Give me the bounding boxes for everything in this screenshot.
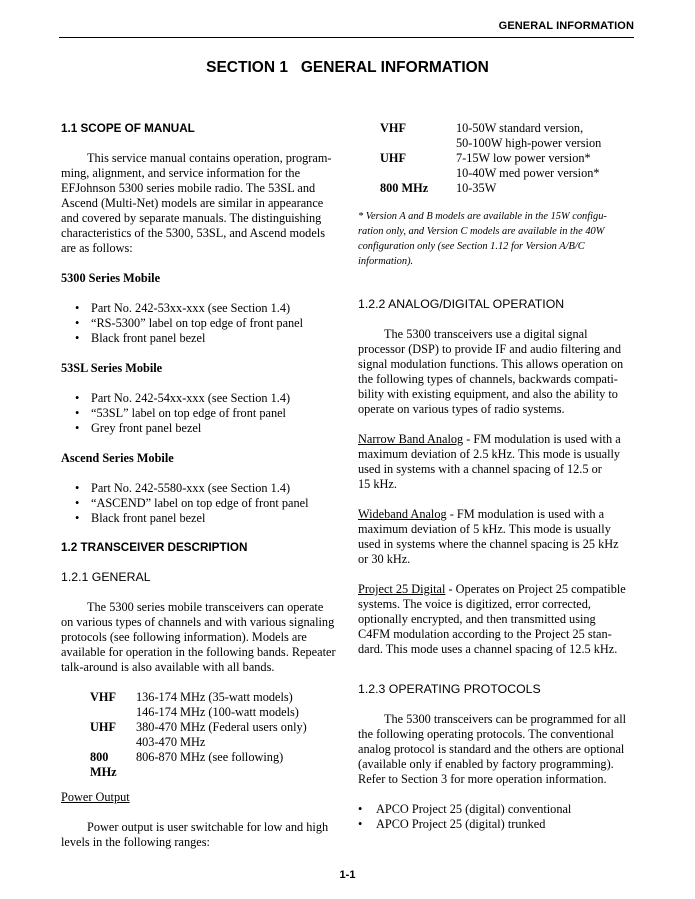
protocols-paragraph: The 5300 transceivers can be programmed for all the following operating protocols. The conventional analog protocol is standard and the others are optional (available only if enabled by factory programming). Refer to Section 3 for more operation information. bbox=[358, 712, 627, 786]
power-paragraph: Power output is user switchable for low and high levels in the following ranges: bbox=[61, 820, 329, 849]
table-row: UHF 7-15W low power version* bbox=[380, 151, 591, 165]
bullet-icon: • bbox=[75, 331, 80, 345]
running-header: GENERAL INFORMATION bbox=[498, 20, 634, 32]
general-paragraph: The 5300 series mobile transceivers can operate on various types of channels and with various signaling protocols (see following information). Models are available for operation in the following bands. Repeater talk-around is also available with all bands. bbox=[61, 600, 336, 674]
right-column bbox=[358, 121, 635, 832]
bullet-icon: • bbox=[75, 511, 80, 525]
analog-digital-paragraph: The 5300 transceivers use a digital signal processor (DSP) to provide IF and audio filtering and signal modulation functions. This allows operation on the following types of channels, backwards compati- bility with existing equipment, and also the ability to operate on various types of radio systems. bbox=[358, 327, 624, 416]
list-item: • Part No. 242-53xx-xxx (see Section 1.4) bbox=[75, 301, 291, 315]
table-row: VHF 10-50W standard version, bbox=[380, 121, 584, 135]
section-title: SECTION 1 GENERAL INFORMATION bbox=[206, 59, 489, 76]
list-item: • Part No. 242-5580-xxx (see Section 1.4) bbox=[75, 481, 291, 495]
group-title-53sl: 53SL Series Mobile bbox=[61, 361, 163, 375]
table-row: 50-100W high-power version bbox=[456, 136, 602, 150]
bullet-icon: • bbox=[75, 406, 80, 420]
header-rule bbox=[59, 37, 634, 38]
list-item: • “RS-5300” label on top edge of front panel bbox=[75, 316, 304, 330]
group-title-5300: 5300 Series Mobile bbox=[61, 271, 161, 285]
bullet-icon: • bbox=[358, 817, 363, 831]
table-row: UHF 380-470 MHz (Federal users only) bbox=[90, 720, 307, 734]
bullet-icon: • bbox=[75, 481, 80, 495]
heading-1-2-3: 1.2.3 OPERATING PROTOCOLS bbox=[358, 682, 541, 696]
heading-1-1: 1.1 SCOPE OF MANUAL bbox=[61, 122, 195, 135]
bullet-icon: • bbox=[75, 421, 80, 435]
list-item: • “53SL” label on top edge of front panel bbox=[75, 406, 286, 420]
table-row: VHF 136-174 MHz (35-watt models) bbox=[90, 690, 293, 704]
band-table bbox=[61, 690, 342, 780]
bullet-icon: • bbox=[75, 301, 80, 315]
heading-1-2-2: 1.2.2 ANALOG/DIGITAL OPERATION bbox=[358, 297, 565, 311]
table-row: 403-470 MHz bbox=[136, 735, 206, 749]
version-footnote: * Version A and B models are available in the 15W configu- ration only, and Version C models are available in the 40W configuration only (see Section 1.12 for Version A/B/C information). bbox=[358, 211, 607, 267]
wideband-paragraph: Wideband Analog - FM modulation is used with a maximum deviation of 5 kHz. This mode is usually used in systems where the channel spacing is 25 kHz or 30 kHz. bbox=[358, 507, 619, 566]
heading-1-2-1: 1.2.1 GENERAL bbox=[61, 570, 151, 584]
table-row: 800 MHz 806-870 MHz (see following) bbox=[90, 750, 284, 779]
list-item: • Grey front panel bezel bbox=[75, 421, 202, 435]
list-item: • Black front panel bezel bbox=[75, 331, 206, 345]
power-levels-table bbox=[358, 121, 635, 196]
narrow-band-paragraph: Narrow Band Analog - FM modulation is used with a maximum deviation of 2.5 kHz. This mode is usually used in systems with a channel spacing of 12.5 or 15 kHz. bbox=[358, 432, 621, 491]
list-item: • APCO Project 25 (digital) conventional bbox=[358, 802, 572, 816]
list-item: • Part No. 242-54xx-xxx (see Section 1.4) bbox=[75, 391, 291, 405]
table-row: 800 MHz 10-35W bbox=[380, 181, 497, 195]
table-row: 146-174 MHz (100-watt models) bbox=[136, 705, 299, 719]
list-item: • “ASCEND” label on top edge of front panel bbox=[75, 496, 309, 510]
project25-paragraph: Project 25 Digital - Operates on Project 25 compatible systems. The voice is digitized, error corrected, optionally encrypted, and then transmitted using C4FM modulation according to the Project 25 stan- dard. This mode uses a channel spacing of 12.5 kHz. bbox=[358, 582, 626, 656]
heading-1-2: 1.2 TRANSCEIVER DESCRIPTION bbox=[61, 541, 248, 554]
bullet-icon: • bbox=[75, 496, 80, 510]
table-row: 10-40W med power version* bbox=[456, 166, 600, 180]
bullet-icon: • bbox=[75, 391, 80, 405]
scope-paragraph: This service manual contains operation, program- ming, alignment, and service information for the EFJohnson 5300 series mobile radio. The 53SL and Ascend (Multi-Net) models are similar in appearance and covered by separate manuals. The distinguishing characteristics of the 5300, 53SL, and Ascend models are as follows: bbox=[61, 151, 332, 255]
power-output-heading: Power Output bbox=[61, 790, 130, 804]
list-item: • APCO Project 25 (digital) trunked bbox=[358, 817, 546, 831]
list-item: • Black front panel bezel bbox=[75, 511, 206, 525]
bullet-icon: • bbox=[75, 316, 80, 330]
page-number: 1-1 bbox=[339, 869, 356, 881]
group-title-ascend: Ascend Series Mobile bbox=[61, 451, 174, 465]
left-column bbox=[61, 121, 342, 850]
bullet-icon: • bbox=[358, 802, 363, 816]
